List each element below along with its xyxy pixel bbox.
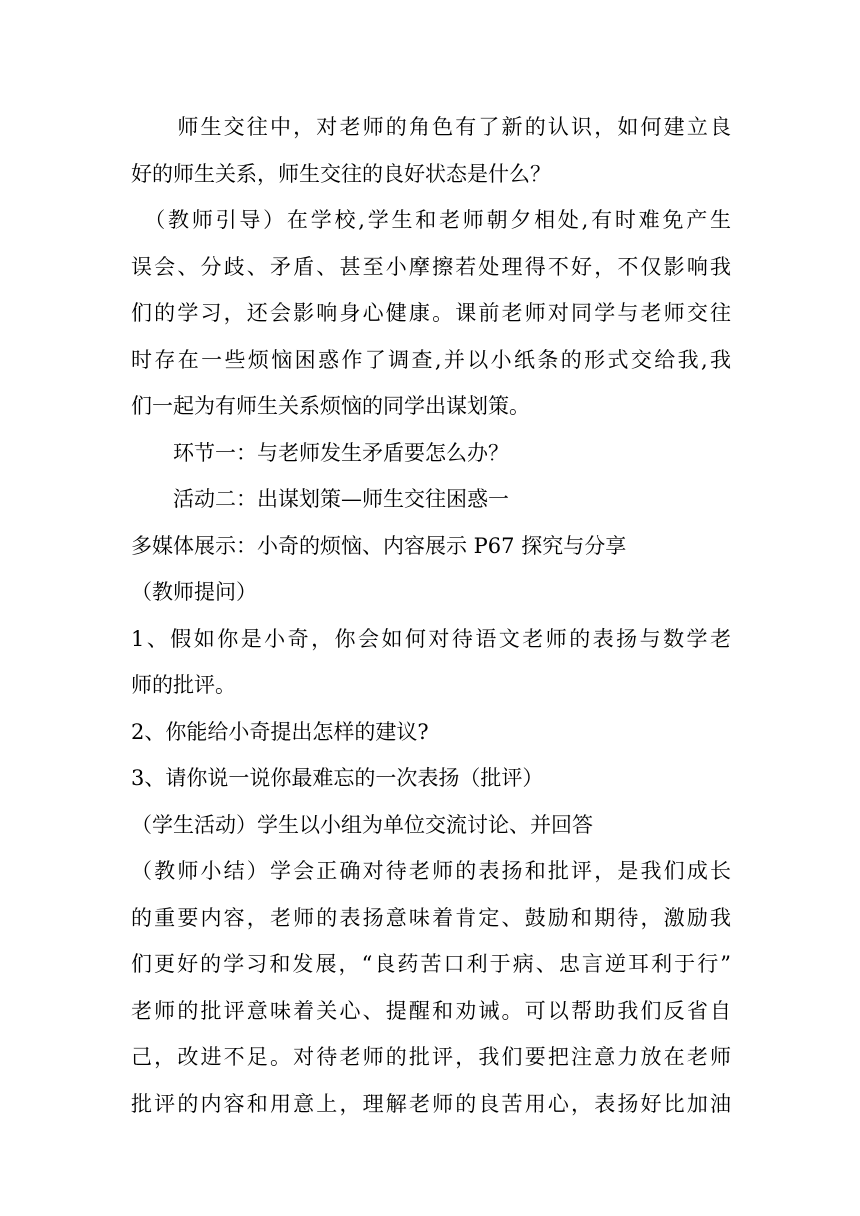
text-line: 多媒体展示：小奇的烦恼、内容展示 P67 探究与分享	[131, 533, 627, 558]
text-line: 时存在一些烦恼困惑作了调查,并以小纸条的形式交给我,我	[131, 347, 731, 372]
text-line: 的重要内容，老师的表扬意味着肯定、鼓励和期待，激励我	[131, 905, 731, 930]
text-line: （学生活动）学生以小组为单位交流讨论、并回答	[131, 812, 593, 837]
body-text	[131, 104, 731, 1127]
text-line: （教师小结）学会正确对待老师的表扬和批评，是我们成长	[131, 859, 731, 883]
text-line: 误会、分歧、矛盾、甚至小摩擦若处理得不好，不仅影响我	[131, 254, 731, 279]
text-line: 们一起为有师生关系烦恼的同学出谋划策。	[131, 394, 530, 418]
text-line: 们的学习，还会影响身心健康。课前老师对同学与老师交往	[131, 301, 731, 325]
text-line: 环节一：与老师发生矛盾要怎么办？	[131, 440, 509, 465]
text-line: 老师的批评意味着关心、提醒和劝诫。可以帮助我们反省自	[131, 998, 731, 1023]
text-line: 师生交往中，对老师的角色有了新的认识，如何建立良	[131, 115, 731, 139]
text-line: 2、你能给小奇提出怎样的建议?	[131, 719, 429, 744]
text-line: （教师提问）	[131, 580, 257, 604]
text-line: 师的批评。	[131, 673, 236, 697]
text-line: 己，改进不足。对待老师的批评，我们要把注意力放在老师	[131, 1045, 731, 1069]
text-line: 3、请你说一说你最难忘的一次表扬（批评）	[131, 766, 544, 790]
text-line: 批评的内容和用意上，理解老师的良苦用心，表扬好比加油	[131, 1091, 731, 1116]
text-line: 们更好的学习和发展，“良药苦口利于病、忠言逆耳利于行”	[131, 952, 731, 976]
text-line: 活动二：出谋划策—师生交往困惑一	[131, 487, 509, 511]
text-line: 1、假如你是小奇，你会如何对待语文老师的表扬与数学老	[131, 626, 731, 651]
text-line: （教师引导）在学校,学生和老师朝夕相处,有时难免产生	[131, 208, 731, 232]
text-line: 好的师生关系，师生交往的良好状态是什么？	[131, 161, 551, 186]
